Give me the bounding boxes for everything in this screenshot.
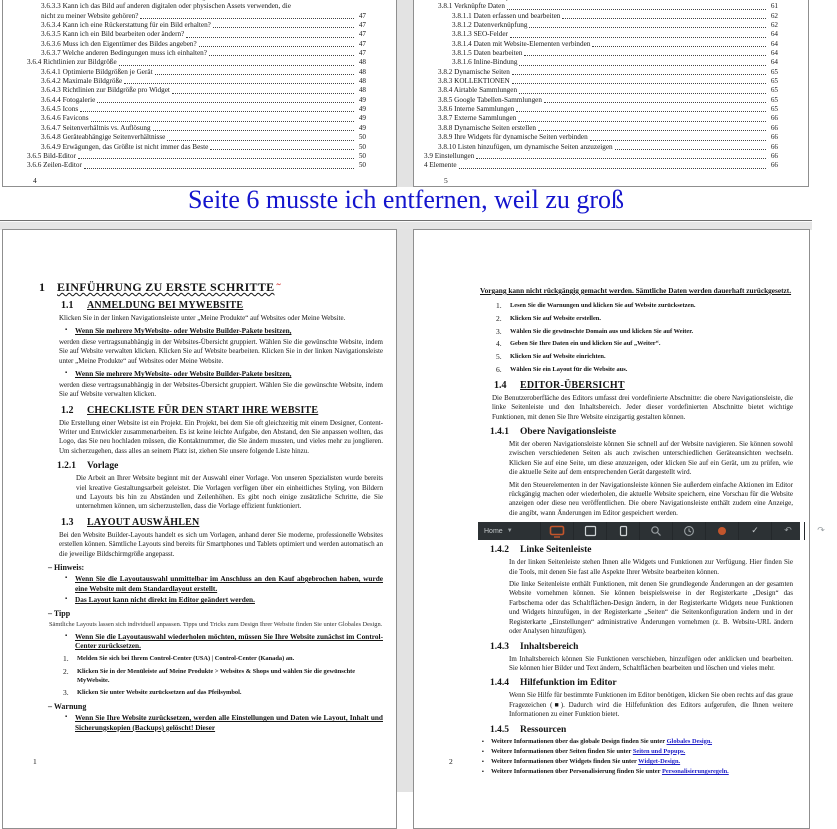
toc-entry-pagenum: 49 xyxy=(356,96,366,105)
heading-text: EINFÜHRUNG ZU ERSTE SCHRITTE xyxy=(57,280,274,295)
toc-entry[interactable] xyxy=(3,40,366,49)
dot-leader xyxy=(507,9,766,10)
section-heading-2 xyxy=(494,380,793,391)
heading-text: Vorlage xyxy=(87,461,118,471)
resource-item xyxy=(482,758,793,767)
toc-entry-text: 3.8.2 Dynamische Seiten xyxy=(438,68,510,77)
toc-entry-text: 3.8.7 Externe Sammlungen xyxy=(438,114,516,123)
toc-entry-pagenum: 64 xyxy=(768,49,778,58)
page-gap-strip-bottom xyxy=(397,229,413,792)
document-page-2 xyxy=(413,229,810,829)
toc-entry-text: 3.6.5 Bild-Editor xyxy=(27,152,76,161)
toc-entry-pagenum: 50 xyxy=(356,161,366,170)
dot-leader xyxy=(459,168,766,169)
toc-entry-text: 3.8.10 Listen hinzufügen, um dynamische Seiten anzuzeigen xyxy=(438,143,613,152)
step-text: Wählen Sie ein Layout für die Website aus. xyxy=(510,366,627,375)
dot-leader xyxy=(544,102,766,103)
toc-entry[interactable] xyxy=(414,12,778,21)
toc-screenshot-page-5 xyxy=(413,0,809,187)
toc-entry-text: 3.6.4.8 Geräteabhängige Seitenverhältnisse xyxy=(41,133,165,142)
toc-entry-pagenum: 61 xyxy=(768,2,778,11)
toc-entry-text: 3.8.1.5 Daten bearbeiten xyxy=(452,49,522,58)
dot-leader xyxy=(516,111,766,112)
toc-entry-text: 3.6.4.2 Maximale Bildgröße xyxy=(41,77,122,86)
publish-icon xyxy=(705,522,738,540)
toc-entry-pagenum: 48 xyxy=(356,86,366,95)
numbered-step xyxy=(496,315,793,324)
dot-leader xyxy=(78,158,354,159)
toc-entry-pagenum: 48 xyxy=(356,68,366,77)
removed-page-caption: Seite 6 musste ich entfernen, weil zu groß xyxy=(0,185,812,215)
dot-leader xyxy=(512,83,766,84)
heading-number: 1 xyxy=(39,280,57,295)
dot-leader xyxy=(519,65,766,66)
toc-entry-text: 3.6.4.6 Favicons xyxy=(41,114,89,123)
dot-leader xyxy=(140,18,354,19)
toc-entry-text: 3.6.4.1 Optimierte Bildgrößen je Gerät xyxy=(41,68,153,77)
section-heading-3 xyxy=(490,642,793,652)
body-paragraph: werden diese vertragsunabhängig in der Websites-Übersicht gruppiert. Wählen Sie die gewünschte Website, indem Sie auf Website verwalten klicken. Klicken Sie auf Website bearbeiten. Klicken Sie in der linken Navigationsleiste unter „Meine Produkte“ auf Websites oder Meine Website. xyxy=(59,338,383,366)
toc-entry-text: 3.6.3.6 Muss ich den Eigentümer des Bildes angeben? xyxy=(41,40,197,49)
dot-leader xyxy=(524,55,766,56)
section-heading-3 xyxy=(57,461,383,471)
step-text: Klicken Sie auf Website erstellen. xyxy=(510,315,601,324)
body-paragraph: werden diese vertragsunabhängig in der Websites-Übersicht gruppiert. Wählen Sie die gewünschte Website, indem Sie auf Website verwalten klicken. xyxy=(59,381,383,400)
numbered-step xyxy=(496,366,793,375)
dot-leader xyxy=(97,102,354,103)
toc-entry-pagenum: 49 xyxy=(356,105,366,114)
dot-leader xyxy=(512,74,766,75)
heading-text: ANMELDUNG BEI MYWEBSITE xyxy=(87,300,243,311)
toc-entry-text: 3.8.3 KOLLEKTIONEN xyxy=(438,77,510,86)
body-paragraph: Die Erstellung einer Website ist ein Projekt. Ein Projekt, bei dem Sie oft gleichzeitig mit einem Designer, Content-Writer und Entwickler zusammenarbeiten. Es ist keine leichte Aufgabe, den Abstand, den Sie anpassen wollten, das Logo, das Sie neu hochladen müssen, die Kontaktnummer, die Sie ändern mussten, und vieles mehr zu jonglieren. Um sicherzugehen, dass alles an seinem Platz ist, ziehen Sie unsere folgende Liste hinzu. xyxy=(59,419,383,457)
step-number: 1. xyxy=(63,655,77,664)
toc-entry-pagenum: 66 xyxy=(768,152,778,161)
step-number: 1. xyxy=(496,302,510,311)
heading-text: Ressourcen xyxy=(520,725,566,735)
step-text: Klicken Sie unter Website zurücksetzen auf das Pfeilsymbol. xyxy=(77,689,242,698)
toc-entry[interactable] xyxy=(414,114,778,123)
body-paragraph: Mit den Steuerelementen in der Navigationsleiste können Sie außerdem einfache Aktionen im Editor rückgängig machen oder wiederholen, die aktuelle Website speichern, eine Vorschau für die Website anzeigen oder diese neu veröffentlichen. Die obere Navigationsleiste enthält zudem eine Anzeige, die angibt, wann Änderungen im Editor gespeichert werden. xyxy=(509,481,793,519)
heading-text: Inhaltsbereich xyxy=(520,642,578,652)
heading-number: 1.4.1 xyxy=(490,427,520,437)
dot-leader xyxy=(80,111,354,112)
bullet-marker-icon: ▪ xyxy=(65,369,75,379)
toc-entry-text: 3.8.9 Ihre Widgets für dynamische Seiten verbinden xyxy=(438,133,588,142)
step-number: 5. xyxy=(496,353,510,362)
dot-leader xyxy=(213,27,354,28)
dot-leader xyxy=(124,83,354,84)
toc-entry[interactable] xyxy=(3,124,366,133)
toc-entry[interactable] xyxy=(414,124,778,133)
numbered-step xyxy=(496,353,793,362)
section-heading-3 xyxy=(490,427,793,437)
heading-number: 1.2.1 xyxy=(57,461,87,471)
bullet-marker-icon: ▪ xyxy=(65,632,75,651)
toc-entry[interactable] xyxy=(414,49,778,58)
toc-entry-pagenum: 47 xyxy=(356,12,366,21)
dot-leader xyxy=(476,158,766,159)
toc-entry[interactable] xyxy=(414,2,778,11)
page-number: 5 xyxy=(444,176,778,185)
toc-entry-text: 3.6.4.9 Erwägungen, das Größte ist nicht immer das Beste xyxy=(41,143,208,152)
bullet-text: Wenn Sie mehrere MyWebsite- oder Website Builder-Pakete besitzen, xyxy=(75,369,291,379)
toc-entry-text: 3.8.8 Dynamische Seiten erstellen xyxy=(438,124,536,133)
toc-entry-pagenum: 49 xyxy=(356,124,366,133)
bullet-continuation xyxy=(480,280,793,298)
toc-entry[interactable] xyxy=(414,105,778,114)
toc-entry[interactable] xyxy=(3,21,366,30)
body-paragraph: Im Inhaltsbereich können Sie Funktionen verschieben, hinzufügen oder anklicken und bearbeiten. Sie können hier Bilder und Text ändern, Schaltflächen bearbeiten und löschen und vieles mehr. xyxy=(509,655,793,674)
save-check-icon: ✓ xyxy=(738,522,771,540)
toc-entry-pagenum: 47 xyxy=(356,40,366,49)
toc-entry-text: 3.8.1.4 Daten mit Website-Elementen verbinden xyxy=(452,40,590,49)
bullet-item xyxy=(65,369,383,379)
resource-item xyxy=(482,738,793,747)
dot-leader xyxy=(518,121,766,122)
heading-text: CHECKLISTE FÜR DEN START IHRE WEBSITE xyxy=(87,405,318,416)
dot-leader xyxy=(529,27,766,28)
editor-toolbar-image xyxy=(478,522,800,540)
bullet-marker-icon: ▪ xyxy=(65,713,75,732)
resource-text: Weitere Informationen über das globale Design finden Sie unter Globales Design. xyxy=(491,738,712,747)
heading-text: Linke Seitenleiste xyxy=(520,545,592,555)
toc-entry-pagenum: 48 xyxy=(356,58,366,67)
toolbar-home-menu xyxy=(478,522,540,540)
bullet-text: Wenn Sie mehrere MyWebsite- oder Website Builder-Pakete besitzen, xyxy=(75,326,291,336)
toc-entry-text: 3.6.3.7 Welche anderen Bedingungen muss ich einhalten? xyxy=(41,49,207,58)
dot-leader xyxy=(615,149,766,150)
dot-leader xyxy=(590,140,766,141)
toc-entry[interactable] xyxy=(3,161,366,170)
toc-entry-text: 3.6.3.4 Kann ich eine Rückerstattung für ein Bild erhalten? xyxy=(41,21,211,30)
dot-leader xyxy=(510,37,766,38)
toc-entry-pagenum: 64 xyxy=(768,40,778,49)
heading-number: 1.4 xyxy=(494,380,520,391)
toc-entry[interactable] xyxy=(3,86,366,95)
dot-leader xyxy=(119,65,354,66)
toc-entry-text: 3.6.6 Zeilen-Editor xyxy=(27,161,82,170)
toc-entry[interactable] xyxy=(414,86,778,95)
body-paragraph: Die linke Seitenleiste enthält Funktionen, mit denen Sie grundlegende Änderungen an der gesamten Website vornehmen können. Sie können beispielsweise in der Registerkarte „Design“ das Farbschema oder das Schaltflächen-Design ändern, in der Registerkarte Widgets neue Funktionen und Widgets hinzufügen, in der Registerkarte „Seiten“ die Seitenkonfiguration ändern und in der Registerkarte „Einstellungen“ administrative Änderungen vornehmen (z. B. Website-URL ändern oder Analysen hinzufügen). xyxy=(509,580,793,636)
step-number: 3. xyxy=(63,689,77,698)
dot-leader xyxy=(519,93,766,94)
resource-link[interactable]: Widget-Design. xyxy=(638,758,680,765)
toc-entry-pagenum: 65 xyxy=(768,77,778,86)
toc-entry[interactable] xyxy=(3,58,366,67)
toc-entry[interactable] xyxy=(3,105,366,114)
numbered-step xyxy=(63,668,383,686)
toc-entry-pagenum: 65 xyxy=(768,68,778,77)
toc-entry-pagenum: 50 xyxy=(356,152,366,161)
document-page-1 xyxy=(2,229,397,829)
toc-entry[interactable] xyxy=(3,143,366,152)
section-heading-3 xyxy=(490,545,793,555)
body-paragraph: Mit der oberen Navigationsleiste können Sie schnell auf der Website navigieren. Sie können sowohl zwischen verschiedenen Seiten als auch zwischen unterschiedlichen Geräteansichten wechseln. Klicken Sie auf eine Seite, um diese anzuzeigen, oder klicken Sie auf ein Gerät, um zu prüfen, wie die aktuelle Seite auf dem entsprechenden Gerät dargestellt wird. xyxy=(509,440,793,478)
desktop-view-icon xyxy=(540,522,573,540)
body-paragraph: Die Arbeit an Ihrer Website beginnt mit der Auswahl einer Vorlage. Von unseren Spezialisten wurde bereits viel kreative Gestaltungsarbeit geleistet. Die Vorlagen verfügen über ein einheitliches Styling, von Bildern und Layouts bis hin zu Abständen und Zeilenhöhen. Es gibt noch einige zusätzliche Schritte, die Sie unternehmen können, um sicherzustellen, dass die Vorlage effizient funktioniert. xyxy=(76,474,383,512)
toc-entry[interactable] xyxy=(3,49,366,58)
dash-label: – Tipp xyxy=(48,609,383,618)
toc-entry-pagenum: 64 xyxy=(768,58,778,67)
heading-number: 1.4.4 xyxy=(490,678,520,688)
body-paragraph: Sämtliche Layouts lassen sich individuell anpassen. Tipps und Tricks zum Design Ihrer Website finden Sie unter Globales Design. xyxy=(49,620,383,629)
toc-entry[interactable] xyxy=(3,96,366,105)
toc-entry-pagenum: 47 xyxy=(356,49,366,58)
resource-link[interactable]: Globales Design. xyxy=(667,738,712,745)
body-paragraph: Klicken Sie in der linken Navigationsleiste unter „Meine Produkte“ auf Websites oder Meine Website. xyxy=(59,314,383,323)
heading-number: 1.4.5 xyxy=(490,725,520,735)
step-text: Lesen Sie die Warnungen und klicken Sie auf Website zurücksetzen. xyxy=(510,302,695,311)
step-number: 2. xyxy=(63,668,77,686)
section-heading-2 xyxy=(61,517,383,528)
body-paragraph: Wenn Sie Hilfe für bestimmte Funktionen im Editor benötigen, klicken Sie oben rechts auf das graue Fragezeichen (■). Dadurch wird die Hilfefunktion des Editors aufgerufen, die Ihnen weitere Informationen zu einer Funktion bietet. xyxy=(509,691,793,719)
body-paragraph: Bei den Website Builder-Layouts handelt es sich um Vorlagen, anhand derer Sie moderne, professionelle Websites erstellen können. Sämtliche Layouts sind bereits für Smartphones und Tablets optimiert und werden automatisch an die jeweilige Bildschirmgröße angepasst. xyxy=(59,531,383,559)
section-heading-2 xyxy=(61,405,383,416)
bullet-marker-icon: ▪ xyxy=(65,574,75,593)
bullet-item xyxy=(65,595,383,605)
bullet-marker-icon: ▪ xyxy=(482,768,491,777)
toc-entry[interactable] xyxy=(414,58,778,67)
toc-entry-text: 3.6.4.4 Fotogalerie xyxy=(41,96,95,105)
toc-entry[interactable] xyxy=(414,96,778,105)
body-paragraph: Die Benutzeroberfläche des Editors umfasst drei vordefinierte Abschnitte: die obere Navigationsleiste, die linke Seitenleiste und den Inhaltsbereich. Jeder dieser vordefinierten Abschnitte bietet wichtige Funktionen, mit denen Sie Ihre Website einzigartig gestalten können. xyxy=(492,394,793,422)
toc-entry-text: 3.8.6 Interne Sammlungen xyxy=(438,105,514,114)
toc-entry-pagenum: 48 xyxy=(356,77,366,86)
toc-entry[interactable] xyxy=(3,77,366,86)
numbered-step xyxy=(63,655,383,664)
toc-entry-text: 3.8.1 Verknüpfte Daten xyxy=(438,2,505,11)
bullet-item xyxy=(65,632,383,651)
toc-entry-pagenum: 62 xyxy=(768,21,778,30)
phone-view-icon xyxy=(606,522,639,540)
section-heading-2 xyxy=(61,300,383,311)
bullet-marker-icon: ▪ xyxy=(65,326,75,336)
dot-leader xyxy=(538,130,766,131)
dot-leader xyxy=(199,46,354,47)
toc-entry-pagenum: 66 xyxy=(768,143,778,152)
toc-entry[interactable] xyxy=(3,133,366,142)
page-gap-strip xyxy=(397,0,413,187)
heading-number: 1.2 xyxy=(61,405,87,416)
toc-entry-pagenum: 47 xyxy=(356,30,366,39)
heading-text: Hilfefunktion im Editor xyxy=(520,678,617,688)
toc-entry-pagenum: 66 xyxy=(768,114,778,123)
chevron-down-icon: ▼ xyxy=(507,528,513,534)
dot-leader xyxy=(186,37,354,38)
dot-leader xyxy=(562,18,766,19)
dot-leader xyxy=(167,140,354,141)
toc-entry-text: 3.8.1.3 SEO-Felder xyxy=(452,30,508,39)
toc-entry-text: 3.6.4.3 Richtlinien zur Bildgröße pro Widget xyxy=(41,86,170,95)
resource-text: Weitere Informationen über Seiten finden Sie unter Seiten und Popups. xyxy=(491,748,685,757)
numbered-step xyxy=(496,340,793,349)
step-text: Geben Sie Ihre Daten ein und klicken Sie auf „Weiter“. xyxy=(510,340,660,349)
dash-label: – Warnung xyxy=(48,702,383,711)
heading-number: 1.4.3 xyxy=(490,642,520,652)
step-number: 6. xyxy=(496,366,510,375)
toc-entry-pagenum: 50 xyxy=(356,143,366,152)
step-text: Klicken Sie auf Website einrichten. xyxy=(510,353,606,362)
toc-entry-text: nicht zu meiner Website gehören? xyxy=(41,12,138,21)
toc-entry[interactable] xyxy=(414,68,778,77)
bullet-marker-icon: ▪ xyxy=(65,595,75,605)
toc-entry-text: 3.6.4 Richtlinien zur Bildgröße xyxy=(27,58,117,67)
heading-text: EDITOR-ÜBERSICHT xyxy=(520,380,625,391)
toc-entry-pagenum xyxy=(356,0,366,2)
dot-leader xyxy=(84,168,354,169)
heading-text: Obere Navigationsleiste xyxy=(520,427,616,437)
dot-leader xyxy=(155,74,354,75)
resource-text: Weitere Informationen über Widgets finden Sie unter Widget-Design. xyxy=(491,758,680,767)
toc-screenshot-page-4 xyxy=(2,0,397,187)
search-icon xyxy=(639,522,672,540)
bullet-text: Wenn Sie die Layoutauswahl wiederholen möchten, müssen Sie Ihre Website zunächst im Control-Center zurücksetzen. xyxy=(75,632,383,651)
step-number: 4. xyxy=(496,340,510,349)
step-text: Klicken Sie in der Menüleiste auf Meine Produkte > Websites & Shops und wählen Sie die gewünschte MyWebsite. xyxy=(77,668,383,686)
heading-text: LAYOUT AUSWÄHLEN xyxy=(87,517,199,528)
toc-entry-text: 3.9 Einstellungen xyxy=(424,152,474,161)
toc-entry-pagenum: 66 xyxy=(768,124,778,133)
numbered-step xyxy=(496,328,793,337)
bullet-text: Vorgang kann nicht rückgängig gemacht werden. Sämtliche Daten werden dauerhaft zurückgesetzt. xyxy=(480,286,791,295)
step-text: Melden Sie sich bei Ihrem Control-Center (USA) | Control-Center (Kanada) an. xyxy=(77,655,294,664)
heading-number: 1.3 xyxy=(61,517,87,528)
toc-entry[interactable] xyxy=(414,143,778,152)
body-paragraph: In der linken Seitenleiste stehen Ihnen alle Widgets und Funktionen zur Verfügung. Hier finden Sie die Tools, mit denen Sie fast alle Aspekte Ihrer Website bearbeiten können. xyxy=(509,558,793,577)
dot-leader xyxy=(209,55,354,56)
toc-entry-pagenum: 66 xyxy=(768,161,778,170)
section-heading-3 xyxy=(490,678,793,688)
section-heading-3 xyxy=(490,725,793,735)
bullet-marker-icon: ▪ xyxy=(482,748,491,757)
toc-entry-pagenum: 65 xyxy=(768,96,778,105)
toc-entry-text: 3.8.1.6 Inline-Bindung xyxy=(452,58,517,67)
step-number: 3. xyxy=(496,328,510,337)
bullet-item xyxy=(65,326,383,336)
toc-entry[interactable] xyxy=(414,161,778,170)
toc-entry-pagenum: 62 xyxy=(768,12,778,21)
toc-entry[interactable] xyxy=(3,152,366,161)
toc-entry-pagenum: 65 xyxy=(768,86,778,95)
resource-link[interactable]: Seiten und Popups. xyxy=(633,748,685,755)
history-icon xyxy=(672,522,705,540)
bullet-marker-icon: ▪ xyxy=(482,738,491,747)
toc-entry[interactable] xyxy=(414,40,778,49)
dot-leader xyxy=(172,93,354,94)
resource-item xyxy=(482,768,793,777)
toc-entry-text: 3.8.1.1 Daten erfassen und bearbeiten xyxy=(452,12,560,21)
bullet-text: Wenn Sie die Layoutauswahl unmittelbar im Anschluss an den Kauf abgebrochen haben, wurde eine Website mit dem Standardlayout erstellt. xyxy=(75,574,383,593)
toc-entry-text: 4 Elemente xyxy=(424,161,457,170)
redo-icon: ↷ xyxy=(804,522,837,540)
bullet-text: Das Layout kann nicht direkt im Editor geändert werden. xyxy=(75,595,255,605)
toc-entry[interactable] xyxy=(414,30,778,39)
toc-entry[interactable] xyxy=(414,152,778,161)
page-number: 4 xyxy=(33,176,366,185)
heading-number: 1.4.2 xyxy=(490,545,520,555)
dot-leader xyxy=(91,121,354,122)
section-heading-1 xyxy=(39,280,383,295)
step-text: Wählen Sie die gewünschte Domain aus und klicken Sie auf Weiter. xyxy=(510,328,693,337)
home-label: Home xyxy=(484,528,503,535)
toc-entry-text: 3.8.4 Airtable Sammlungen xyxy=(438,86,517,95)
dot-leader xyxy=(592,46,766,47)
resource-item xyxy=(482,748,793,757)
page-number: 2 xyxy=(449,757,453,766)
heading-number: 1.1 xyxy=(61,300,87,311)
bullet-item xyxy=(65,713,383,732)
toc-entry-text: 3.6.4.7 Seitenverhältnis vs. Auflösung xyxy=(41,124,151,133)
toc-entry-pagenum: 49 xyxy=(356,114,366,123)
toc-entry[interactable] xyxy=(3,30,366,39)
toc-entry-text: 3.8.1.2 Datenverknüpfung xyxy=(452,21,527,30)
toc-entry-text: 3.6.3.5 Kann ich ein Bild bearbeiten oder ändern? xyxy=(41,30,184,39)
toc-entry-text: 3.8.5 Google Tabellen-Sammlungen xyxy=(438,96,542,105)
toc-entry[interactable] xyxy=(414,21,778,30)
undo-icon: ↶ xyxy=(771,522,804,540)
resource-link[interactable]: Personalisierungsregeln. xyxy=(662,768,729,775)
numbered-step xyxy=(496,302,793,311)
toc-entry-pagenum: 47 xyxy=(356,21,366,30)
dot-leader xyxy=(210,149,354,150)
toc-entry[interactable] xyxy=(3,114,366,123)
page-number: 1 xyxy=(33,757,37,766)
bullet-item xyxy=(65,574,383,593)
numbered-step xyxy=(63,689,383,698)
toc-entry-pagenum: 66 xyxy=(768,133,778,142)
dash-label: – Hinweis: xyxy=(48,563,383,572)
toc-entry[interactable] xyxy=(3,68,366,77)
toc-entry-pagenum: 65 xyxy=(768,105,778,114)
toc-entry-text: 3.6.4.5 Icons xyxy=(41,105,78,114)
tablet-view-icon xyxy=(573,522,606,540)
toc-entry-line: 3.6.3.3 Kann ich das Bild auf anderen digitalen oder physischen Assets verwenden, die xyxy=(3,2,366,11)
bullet-text: Wenn Sie Ihre Website zurücksetzen, werden alle Einstellungen und Daten wie Layout, Inhalt und Sicherungskopien (Backups) gelöscht! Dieser xyxy=(75,713,383,732)
toc-entry[interactable] xyxy=(414,133,778,142)
resource-text: Weitere Informationen über Personalisierung finden Sie unter Personalisierungsregeln. xyxy=(491,768,729,777)
step-number: 2. xyxy=(496,315,510,324)
bullet-marker-icon: ▪ xyxy=(482,758,491,767)
toc-entry-pagenum: 64 xyxy=(768,30,778,39)
toc-entry-pagenum: 50 xyxy=(356,133,366,142)
toc-entry[interactable] xyxy=(3,12,366,21)
toc-entry[interactable] xyxy=(414,77,778,86)
dot-leader xyxy=(153,130,354,131)
annotation-mark-icon: ~ xyxy=(276,280,280,295)
